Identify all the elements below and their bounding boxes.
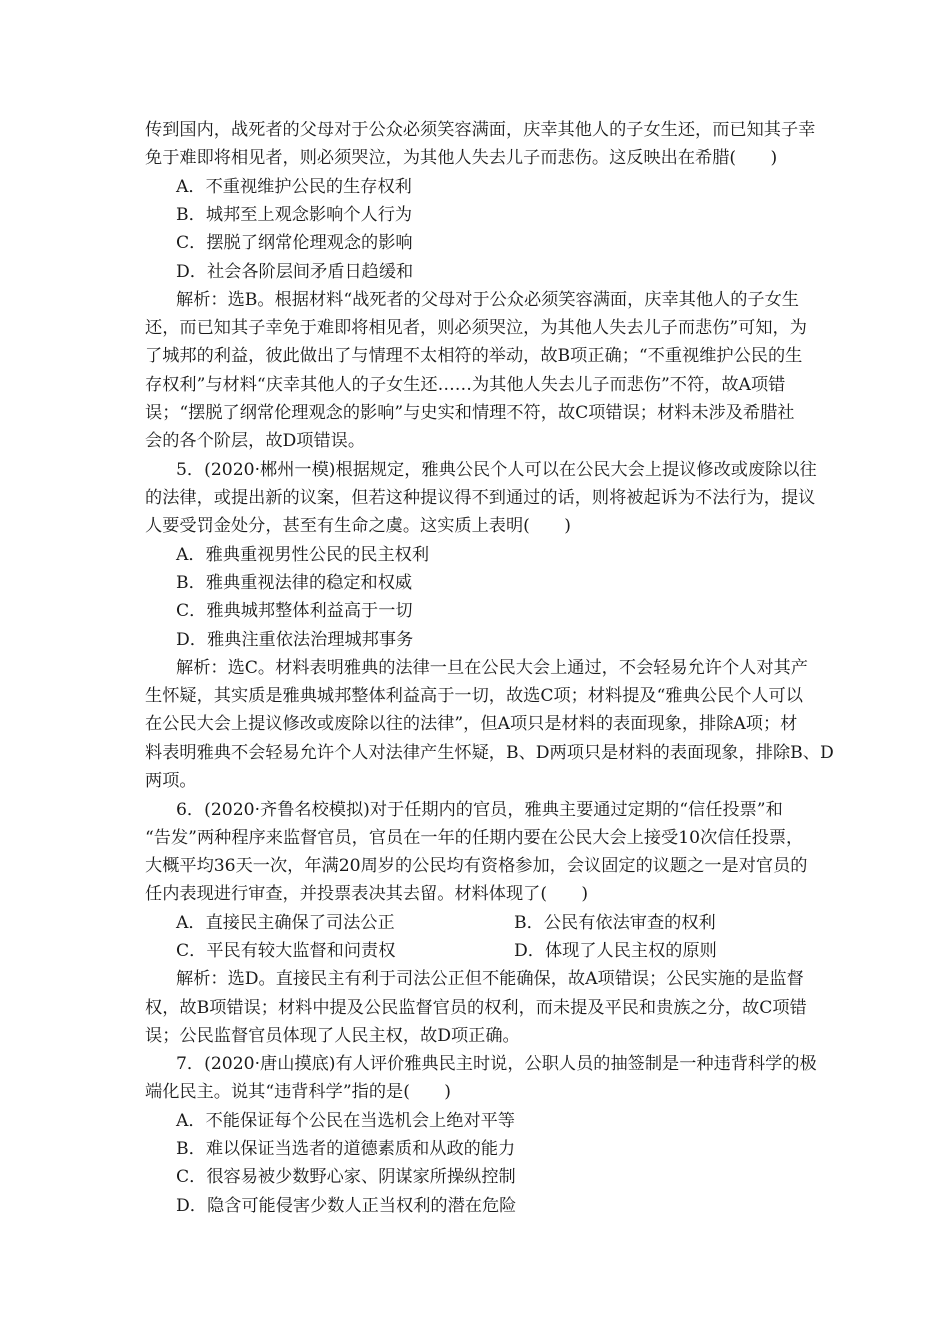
analysis-line: 两项。 bbox=[145, 771, 197, 791]
analysis-line: 生怀疑，其实质是雅典城邦整体利益高于一切，故选C项；材料提及“雅典公民个人可以 bbox=[145, 686, 803, 706]
analysis-line: 料表明雅典不会轻易允许个人对法律产生怀疑，B、D两项只是材料的表面现象，排除B、D bbox=[145, 743, 834, 763]
option-c: C．雅典城邦整体利益高于一切 bbox=[176, 601, 413, 621]
analysis-line: 了城邦的利益，彼此做出了与情理不太相符的举动，故B项正确；“不重视维护公民的生 bbox=[145, 346, 803, 366]
question-5-stem: 5．(2020·郴州一模)根据规定，雅典公民个人可以在公民大会上提议修改或废除以往 bbox=[176, 460, 817, 480]
analysis-line: 误；“摆脱了纲常伦理观念的影响”与史实和情理不符，故C项错误；材料未涉及希腊社 bbox=[145, 403, 795, 423]
analysis-line: 会的各个阶层，故D项错误。 bbox=[145, 431, 366, 451]
question-6-stem: 6．(2020·齐鲁名校模拟)对于任期内的官员，雅典主要通过定期的“信任投票”和 bbox=[176, 800, 783, 820]
analysis-line: 解析：选B。根据材料“战死者的父母对于公众必须笑容满面，庆幸其他人的子女生 bbox=[176, 290, 799, 310]
option-d: D．体现了人民主权的原则 bbox=[514, 941, 717, 961]
analysis-line: 误；公民监督官员体现了人民主权，故D项正确。 bbox=[145, 1026, 520, 1046]
option-d: D．社会各阶层间矛盾日趋缓和 bbox=[176, 262, 414, 282]
question-5-stem: 的法律，或提出新的议案，但若这种提议得不到通过的话，则将被起诉为不法行为，提议 bbox=[145, 488, 816, 508]
option-b: B．城邦至上观念影响个人行为 bbox=[176, 205, 413, 225]
question-7-stem: 端化民主。说其“违背科学”指的是( ) bbox=[145, 1082, 451, 1102]
analysis-line: 解析：选D。直接民主有利于司法公正但不能确保，故A项错误；公民实施的是监督 bbox=[176, 969, 804, 989]
question-7-stem: 7．(2020·唐山摸底)有人评价雅典民主时说，公职人员的抽签制是一种违背科学的极 bbox=[176, 1054, 817, 1074]
analysis-line: 还，而已知其子幸免于难即将相见者，则必须哭泣，为其他人失去儿子而悲伤”可知，为 bbox=[145, 318, 807, 338]
option-a: A．直接民主确保了司法公正 bbox=[176, 913, 395, 933]
option-a: A．不能保证每个公民在当选机会上绝对平等 bbox=[176, 1111, 515, 1131]
text-line: 传到国内，战死者的父母对于公众必须笑容满面，庆幸其他人的子女生还，而已知其子幸 bbox=[145, 120, 816, 140]
analysis-line: 权，故B项错误；材料中提及公民监督官员的权利，而未提及平民和贵族之分，故C项错 bbox=[145, 998, 807, 1018]
option-c: C．很容易被少数野心家、阴谋家所操纵控制 bbox=[176, 1167, 516, 1187]
option-b: B．难以保证当选者的道德素质和从政的能力 bbox=[176, 1139, 516, 1159]
question-6-stem: “告发”两种程序来监督官员，官员在一年的任期内要在公民大会上接受10次信任投票， bbox=[145, 828, 804, 848]
question-5-stem: 人要受罚金处分，甚至有生命之虞。这实质上表明( ) bbox=[145, 516, 571, 536]
option-d: D．雅典注重依法治理城邦事务 bbox=[176, 630, 414, 650]
analysis-line: 解析：选C。材料表明雅典的法律一旦在公民大会上通过，不会轻易允许个人对其产 bbox=[176, 658, 808, 678]
option-b: B．雅典重视法律的稳定和权威 bbox=[176, 573, 413, 593]
option-a: A．不重视维护公民的生存权利 bbox=[176, 177, 412, 197]
option-c: C．摆脱了纲常伦理观念的影响 bbox=[176, 233, 413, 253]
option-c: C．平民有较大监督和问责权 bbox=[176, 941, 396, 961]
analysis-line: 存权利”与材料“庆幸其他人的子女生还……为其他人失去儿子而悲伤”不符，故A项错 bbox=[145, 375, 786, 395]
text-line: 免于难即将相见者，则必须哭泣，为其他人失去儿子而悲伤。这反映出在希腊( ) bbox=[145, 148, 778, 168]
option-b: B．公民有依法审查的权利 bbox=[514, 913, 716, 933]
analysis-line: 在公民大会上提议修改或废除以往的法律”，但A项只是材料的表面现象，排除A项；材 bbox=[145, 714, 798, 734]
question-6-stem: 大概平均36天一次，年满20周岁的公民均有资格参加，会议固定的议题之一是对官员的 bbox=[145, 856, 808, 876]
question-6-stem: 任内表现进行审查，并投票表决其去留。材料体现了( ) bbox=[145, 884, 589, 904]
option-a: A．雅典重视男性公民的民主权利 bbox=[176, 545, 430, 565]
option-d: D．隐含可能侵害少数人正当权利的潜在危险 bbox=[176, 1196, 517, 1216]
